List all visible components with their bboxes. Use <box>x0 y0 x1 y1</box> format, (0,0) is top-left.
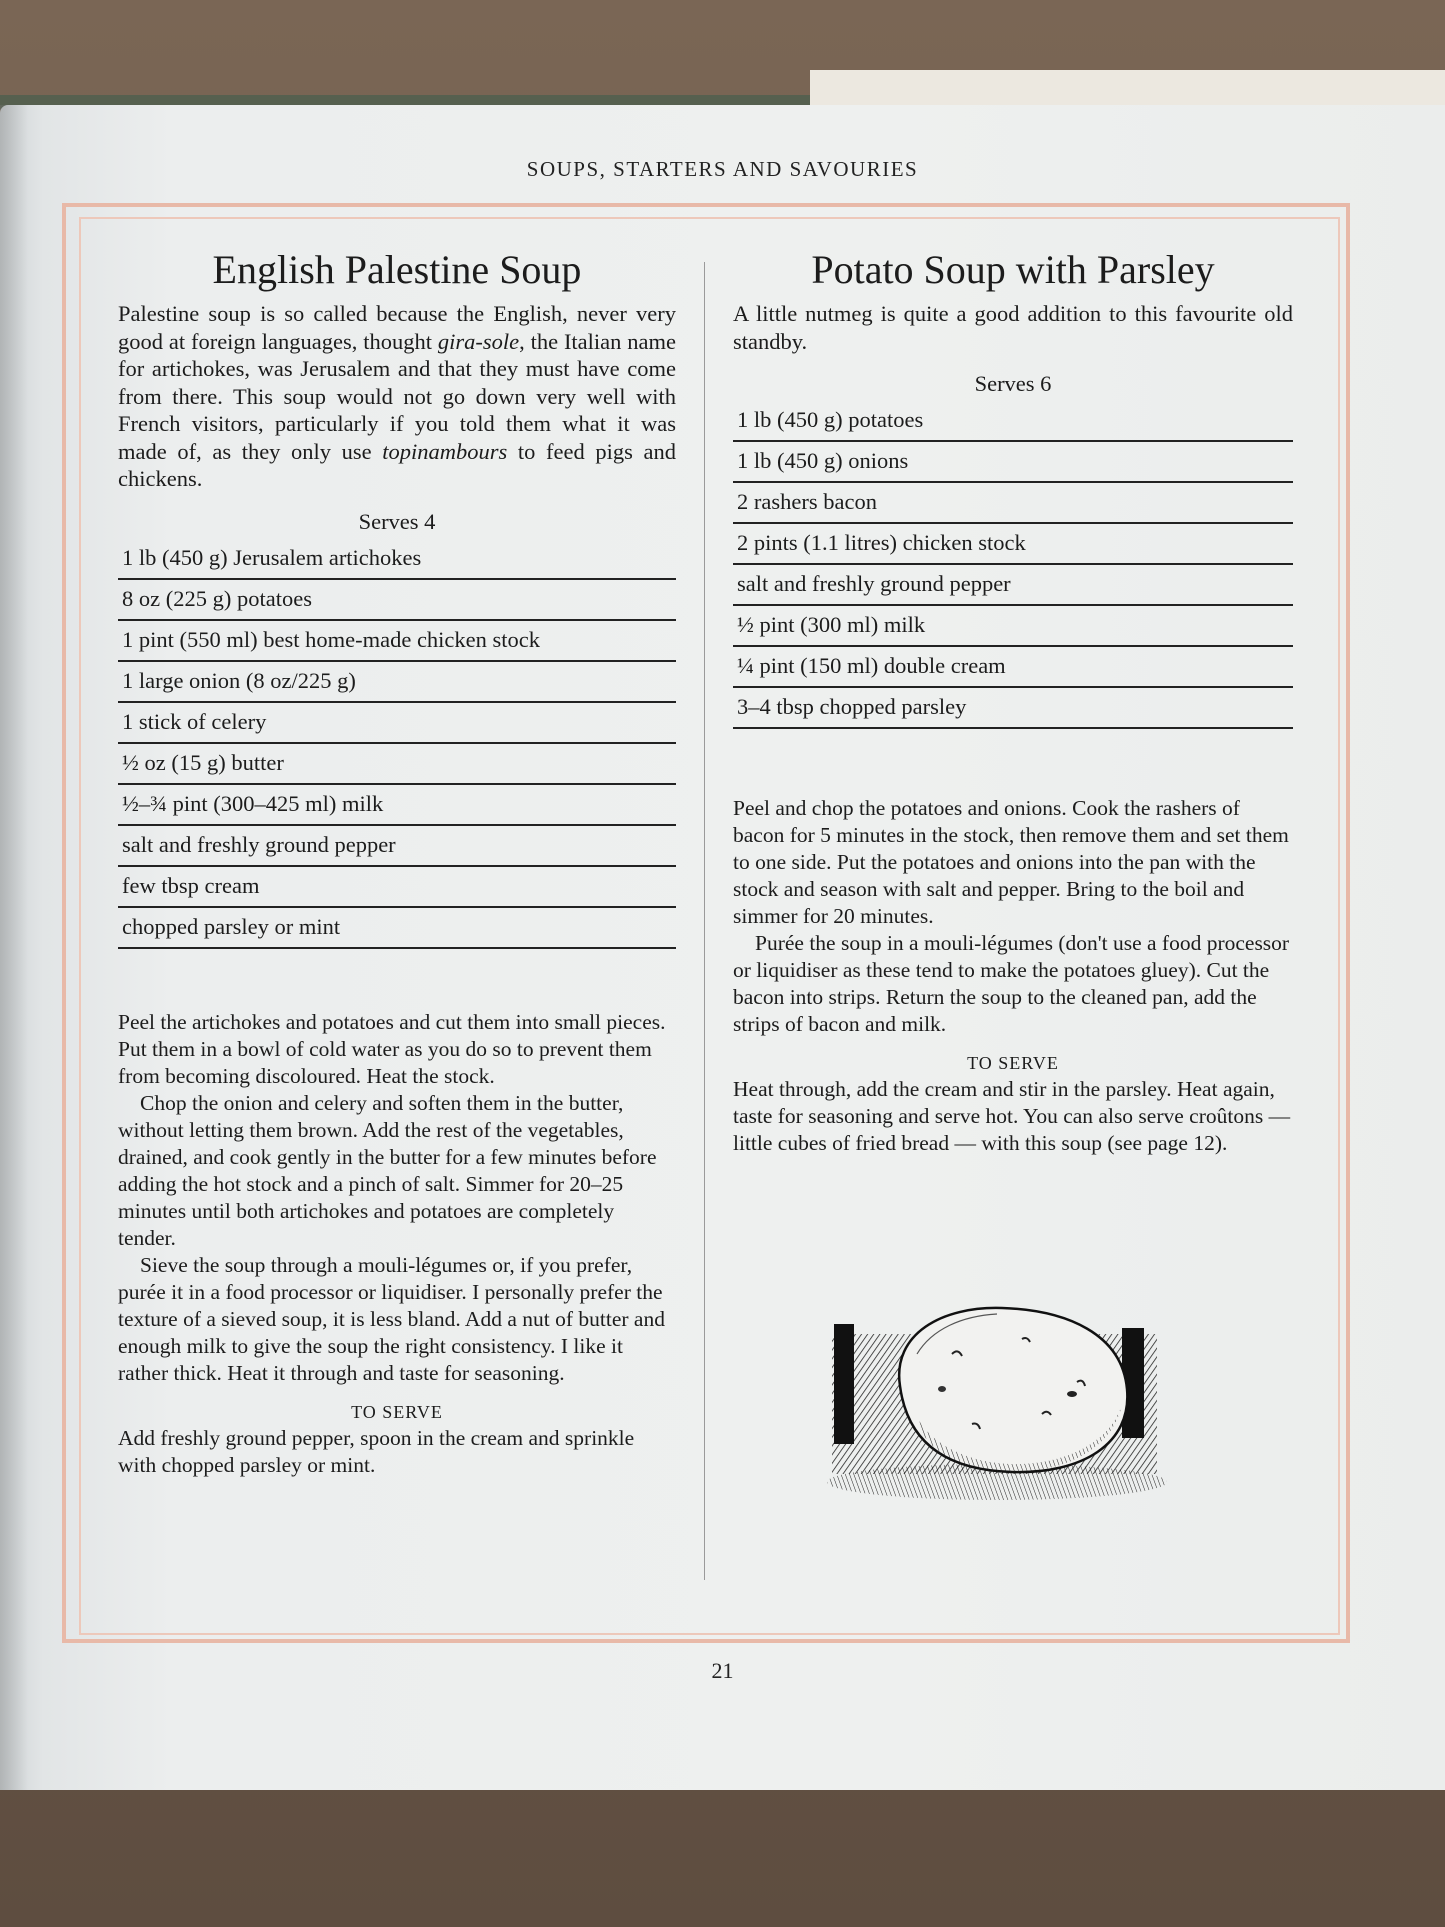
potato-illustration-icon <box>822 1294 1170 1506</box>
recipe-intro: A little nutmeg is quite a good addition to this favourite old standby. <box>733 301 1293 354</box>
ingredient-item: salt and freshly ground pepper <box>733 565 1293 606</box>
method-text <box>118 1009 676 1387</box>
running-head: SOUPS, STARTERS AND SAVOURIES <box>526 157 919 181</box>
method-paragraph: Purée the soup in a mouli-légumes (don't use a food processor or liquidiser as these tend to make the potatoes gluey). Cut the bacon into strips. Return the soup to the cleaned pan, add the strips of bacon and milk. <box>733 931 1290 1036</box>
ingredient-item: chopped parsley or mint <box>118 908 676 949</box>
ingredient-item: 1 large onion (8 oz/225 g) <box>118 662 676 703</box>
ingredient-item: few tbsp cream <box>118 867 676 908</box>
ingredient-item: ¼ pint (150 ml) double cream <box>733 647 1293 688</box>
left-recipe <box>118 240 676 1479</box>
ingredient-item: 1 pint (550 ml) best home-made chicken stock <box>118 621 676 662</box>
serves-label: Serves 6 <box>974 371 1052 396</box>
ingredient-item: ½–¾ pint (300–425 ml) milk <box>118 785 676 826</box>
to-serve-text: Add freshly ground pepper, spoon in the cream and sprinkle with chopped parsley or mint. <box>118 1425 635 1477</box>
ingredient-item: 1 lb (450 g) Jerusalem artichokes <box>118 539 676 580</box>
recipe-title: English Palestine Soup <box>212 247 582 292</box>
recipe-intro: Palestine soup is so called because the English, never very good at foreign languages, thought gira-sole, the Italian name for artichokes, was Jerusalem and that they must have come from there. This soup would not go down very well with French visitors, particularly if you told them what it was made of, as they only use topinambours to feed pigs and chickens. <box>118 301 676 491</box>
page-number: 21 <box>711 1658 734 1683</box>
ingredient-item: 2 rashers bacon <box>733 483 1293 524</box>
ingredient-item: ½ pint (300 ml) milk <box>733 606 1293 647</box>
ingredient-item: salt and freshly ground pepper <box>118 826 676 867</box>
method-text <box>733 795 1293 1038</box>
method-paragraph: Sieve the soup through a mouli-légumes or, if you prefer, purée it in a food processor or liquidiser. I personally prefer the texture of a sieved soup, it is less bland. Add a nut of butter and enough milk to give the soup the right consistency. I like it rather thick. Heat it through and taste for seasoning. <box>118 1252 665 1385</box>
serves-label: Serves 4 <box>358 508 436 534</box>
recipe-title: Potato Soup with Parsley <box>811 247 1215 292</box>
right-recipe <box>733 240 1293 1157</box>
to-serve-text: Heat through, add the cream and stir in the parsley. Heat again, taste for seasoning and serve hot. You can also serve croûtons — little cubes of fried bread — with this soup (see page 12). <box>733 1077 1291 1155</box>
to-serve-heading: TO SERVE <box>351 1401 443 1422</box>
method-paragraph: Peel and chop the potatoes and onions. Cook the rashers of bacon for 5 minutes in the stock, then remove them and set them to one side. Put the potatoes and onions into the pan with the stock and season with salt and pepper. Bring to the boil and simmer for 20 minutes. <box>733 796 1289 928</box>
ingredient-item: 3–4 tbsp chopped parsley <box>733 688 1293 729</box>
ingredient-item: 2 pints (1.1 litres) chicken stock <box>733 524 1293 565</box>
column-divider <box>704 262 705 1580</box>
to-serve-heading: TO SERVE <box>967 1053 1059 1073</box>
ingredient-list <box>118 539 676 949</box>
ingredient-item: 1 lb (450 g) onions <box>733 442 1293 483</box>
ingredient-item: 1 stick of celery <box>118 703 676 744</box>
ingredient-item: 8 oz (225 g) potatoes <box>118 580 676 621</box>
ingredient-item: ½ oz (15 g) butter <box>118 744 676 785</box>
method-paragraph: Peel the artichokes and potatoes and cut them into small pieces. Put them in a bowl of cold water as you do so to prevent them from becoming discoloured. Heat the stock. <box>118 1009 666 1088</box>
ingredient-list <box>733 401 1293 729</box>
gutter-shadow <box>0 105 28 1790</box>
ingredient-item: 1 lb (450 g) potatoes <box>733 401 1293 442</box>
method-paragraph: Chop the onion and celery and soften them in the butter, without letting them brown. Add the rest of the vegetables, drained, and cook gently in the butter for a few minutes before adding the hot stock and a pinch of salt. Simmer for 20–25 minutes until both artichokes and potatoes are completely tender. <box>118 1090 657 1250</box>
